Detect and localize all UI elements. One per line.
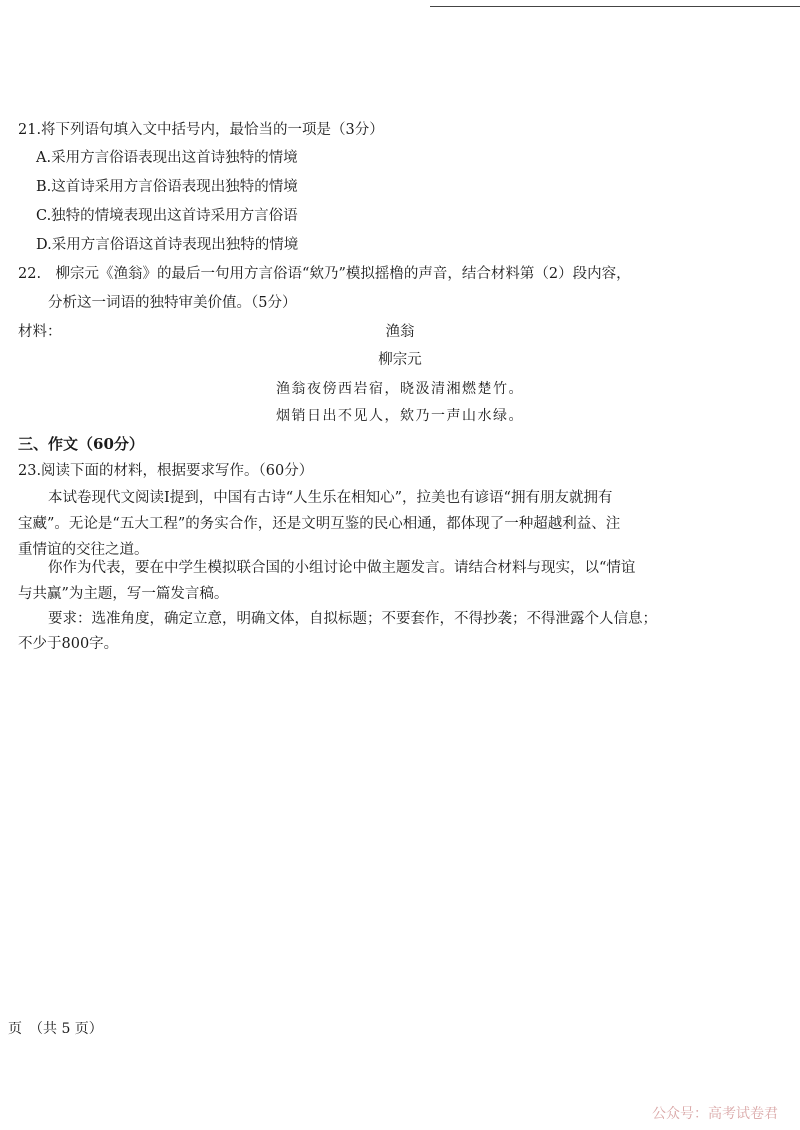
- q21-option-d: D.采用方言俗语这首诗表现出独特的情境: [36, 237, 299, 253]
- para1-line1: 本试卷现代文阅读Ⅰ提到，中国有古诗“人生乐在相知心”，拉美也有谚语“拥有朋友就拥有: [48, 490, 613, 506]
- top-rule: [430, 6, 800, 7]
- para2-line1: 你作为代表，要在中学生模拟联合国的小组讨论中做主题发言。请结合材料与现实，以“情谊: [48, 560, 636, 576]
- poem-title: 渔翁: [385, 324, 415, 340]
- poem-line-2: 烟销日出不见人，欸乃一声山水绿。: [276, 408, 524, 424]
- q21-option-b: B.这首诗采用方言俗语表现出独特的情境: [36, 179, 298, 195]
- requirement-line1: 要求：选准角度，确定立意，明确文体，自拟标题；不要套作，不得抄袭；不得泄露个人信息；: [48, 611, 657, 627]
- requirement-line2: 不少于800字。: [18, 636, 119, 652]
- q21-option-c: C.独特的情境表现出这首诗采用方言俗语: [36, 208, 298, 224]
- q22-stem-line2: 分析这一词语的独特审美价值。（5分）: [48, 295, 297, 311]
- poem-line-1: 渔翁夜傍西岩宿，晓汲清湘燃楚竹。: [276, 381, 524, 397]
- watermark: 公众号：高考试卷君: [652, 1106, 778, 1122]
- para2-line2: 与共赢”为主题，写一篇发言稿。: [18, 586, 229, 602]
- q23-stem: 23.阅读下面的材料，根据要求写作。（60分）: [18, 463, 314, 479]
- para1-line2: 宝藏”。无论是“五大工程”的务实合作，还是文明互鉴的民心相通，都体现了一种超越利益、注: [18, 516, 621, 532]
- section-heading: 三、作文（60分）: [18, 435, 144, 453]
- q22-stem-line1: 22. 柳宗元《渔翁》的最后一句用方言俗语“欸乃”模拟摇橹的声音，结合材料第（2）段内容，: [18, 266, 631, 282]
- poem-author: 柳宗元: [378, 352, 422, 368]
- q21-stem: 21.将下列语句填入文中括号内，最恰当的一项是（3分）: [18, 122, 384, 138]
- page-footer: 页 （共 5 页）: [8, 1021, 103, 1037]
- material-label: 材料：: [18, 324, 62, 340]
- para1-line3: 重情谊的交往之道。: [18, 542, 149, 558]
- q21-option-a: A.采用方言俗语表现出这首诗独特的情境: [36, 150, 298, 166]
